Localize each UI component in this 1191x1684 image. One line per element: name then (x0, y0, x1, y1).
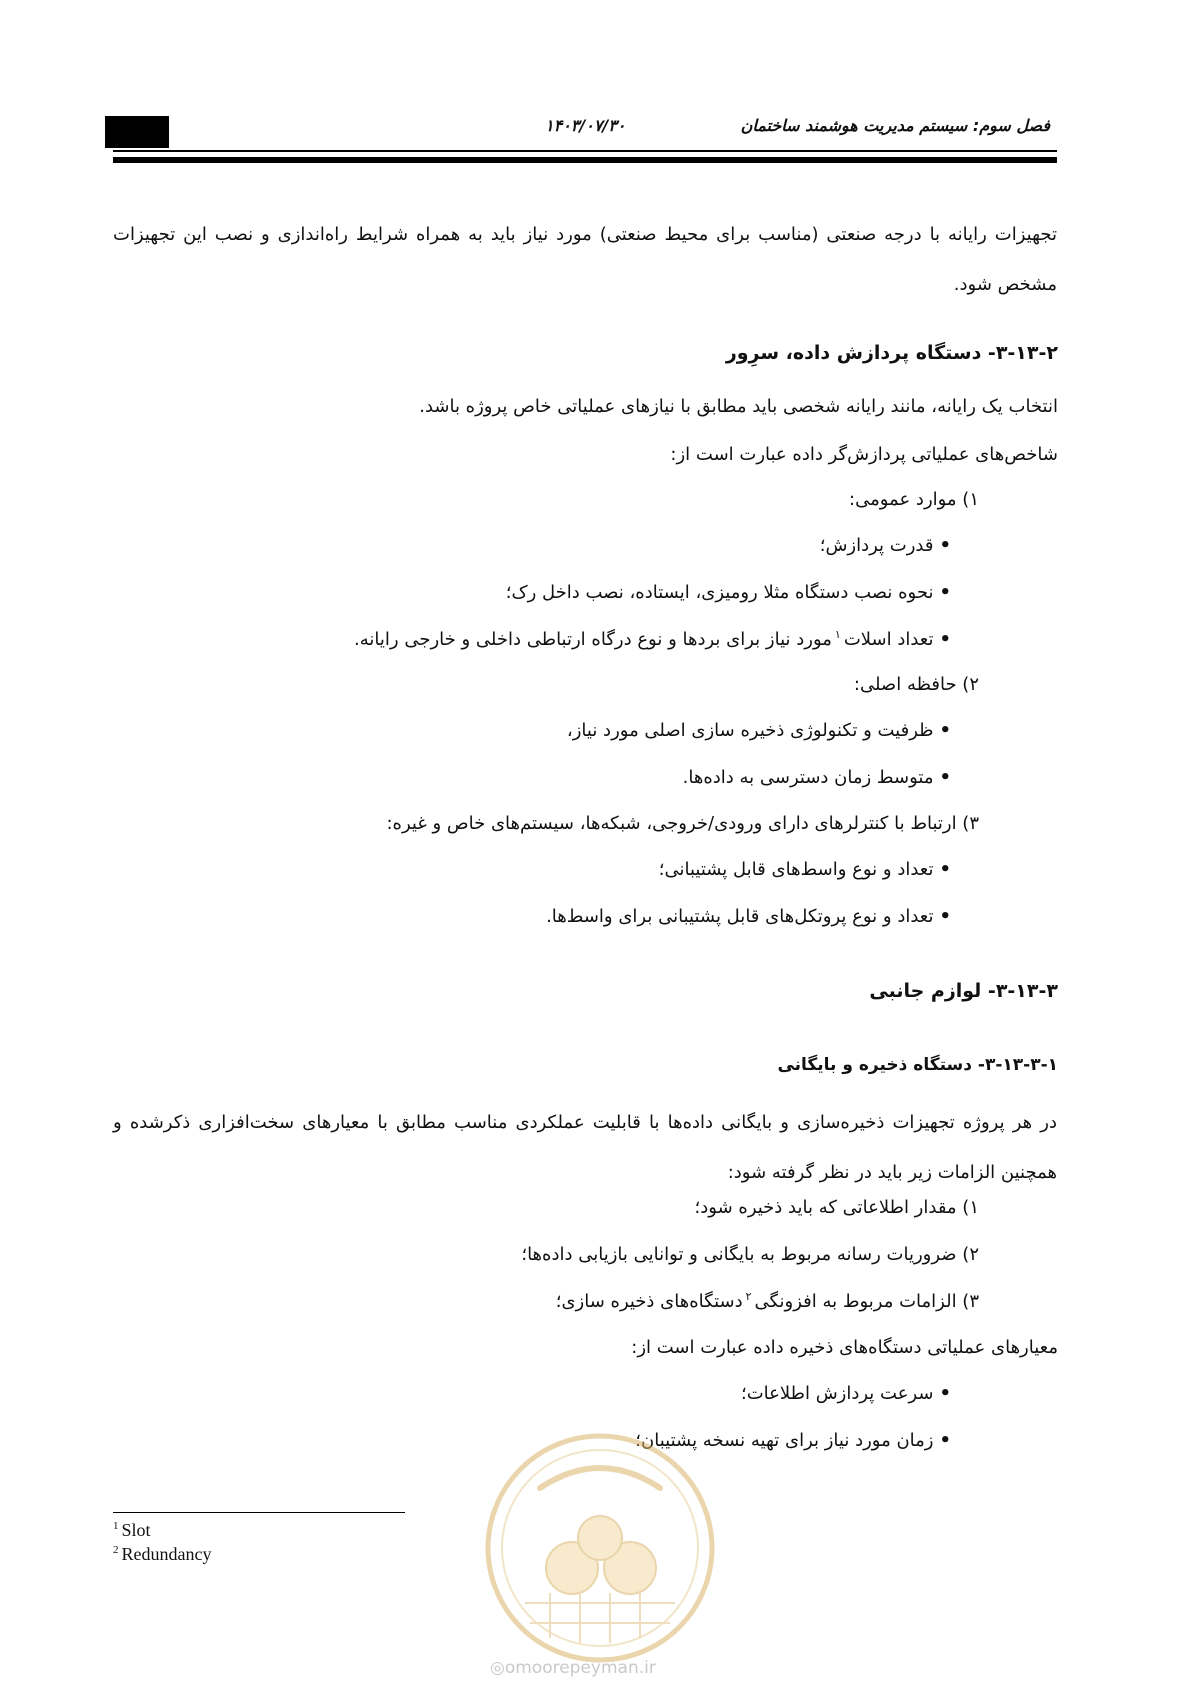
server-para-2: شاخص‌های عملیاتی پردازش‌گر داده عبارت است از: (670, 444, 1058, 465)
storage-requirement-1: ۱) مقدار اطلاعاتی که باید ذخیره شود؛ (694, 1197, 979, 1218)
bullet-storage-capacity: •ظرفیت و تکنولوژی ذخیره سازی اصلی مورد نیاز، (566, 720, 951, 741)
footnote-ref-1[interactable]: ۱ (834, 628, 841, 641)
footnote-rule (113, 1512, 405, 1513)
item-main-memory-label: ۲) حافظه اصلی: (853, 674, 979, 695)
header-rule-thin (113, 150, 1057, 152)
watermark-url: ◎omoorepeyman.ir (490, 1658, 656, 1678)
intro-paragraph: تجهیزات رایانه با درجه صنعتی (مناسب برای محیط صنعتی) مورد نیاز باید به همراه شرایط راه‌اندازی و نصب این تجهیزات مشخص شود. (113, 224, 1057, 295)
section-heading-server: ۳-۱۳-۲- دستگاه پردازش داده، سرِور (725, 342, 1058, 364)
bullet-processing-speed: •سرعت پردازش اطلاعات؛ (741, 1383, 951, 1404)
bullet-access-time: •متوسط زمان دسترسی به داده‌ها. (682, 767, 951, 788)
section-heading-peripherals: ۳-۱۳-۳- لوازم جانبی (869, 980, 1058, 1002)
footnote-2: $^2$ Redundancy (113, 1544, 212, 1564)
footnote-1: $^1$ Slot (113, 1520, 151, 1540)
item-controllers-label: ۳) ارتباط با کنترلرهای دارای ورودی/خروجی، شبکه‌ها، سیستم‌های خاص و غیره: (386, 813, 979, 834)
footnote-ref-2[interactable]: ۲ (745, 1290, 752, 1303)
page-number-box (105, 116, 169, 148)
header-date: ۱۴۰۳/۰۷/۳۰ (545, 116, 626, 135)
server-para-1: انتخاب یک رایانه، مانند رایانه شخصی باید مطابق با نیازهای عملیاتی خاص پروژه باشد. (419, 396, 1058, 417)
storage-criteria-intro: معیارهای عملیاتی دستگاه‌های ذخیره داده عبارت است از: (631, 1337, 1058, 1358)
bullet-interfaces: •تعداد و نوع واسط‌های قابل پشتیبانی؛ (658, 859, 951, 880)
storage-requirement-3: ۳) الزامات مربوط به افزونگی$^۲$دستگاه‌های ذخیره سازی؛ (555, 1290, 979, 1312)
section-heading-storage: ۳-۱۳-۳-۱- دستگاه ذخیره و بایگانی (777, 1055, 1058, 1075)
bullet-processing-power: •قدرت پردازش؛ (819, 535, 951, 556)
header-rule-thick (113, 157, 1057, 163)
bullet-backup-time: •زمان مورد نیاز برای تهیه نسخه پشتیبان؛ (635, 1430, 951, 1451)
watermark-seal-icon (480, 1428, 720, 1668)
bullet-protocols: •تعداد و نوع پروتکل‌های قابل پشتیبانی برای واسط‌ها. (546, 906, 951, 927)
storage-paragraph: در هر پروژه تجهیزات ذخیره‌سازی و بایگانی داده‌ها با قابلیت عملکردی مناسب مطابق با معیارهای سخت‌افزاری ذکرشده و همچنین الزامات زیر باید در نظر گرفته شود: (113, 1112, 1057, 1183)
bullet-slot-count: •تعداد اسلات$^۱$مورد نیاز برای بردها و نوع درگاه ارتباطی داخلی و خارجی رایانه. (354, 628, 951, 650)
storage-requirement-2: ۲) ضروریات رسانه مربوط به بایگانی و توانایی بازیابی داده‌ها؛ (521, 1244, 979, 1265)
chapter-title: فصل سوم: سیستم مدیریت هوشمند ساختمان (740, 116, 1050, 135)
item-general-label: ۱) موارد عمومی: (849, 489, 979, 510)
bullet-mounting-type: •نحوه نصب دستگاه مثلا رومیزی، ایستاده، نصب داخل رک؛ (505, 582, 951, 603)
